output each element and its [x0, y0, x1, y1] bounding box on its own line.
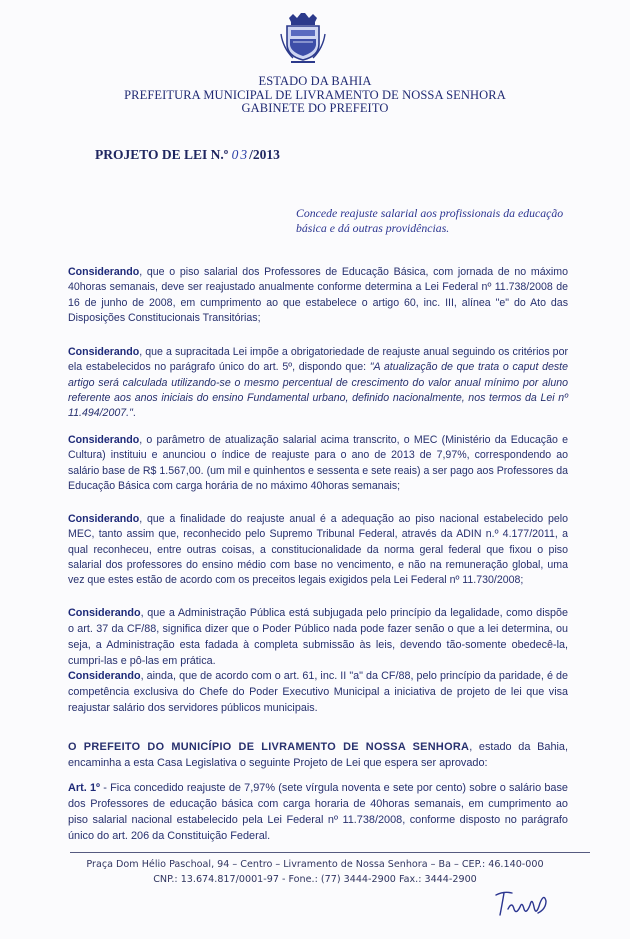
- municipal-crest-icon: [279, 12, 327, 66]
- paragraph-text: , que a finalidade do reajuste anual é a adequação ao piso nacional estabelecido pelo MEC, tanto assim que, reconhecido pelo Supremo Tribunal Federal, através da ADIN n.º 4.177/2011, a qual reconheceu, entre outras coisas, a constitucionalidade da norma geral federal que fixou o piso salarial dos professores do ensino médio com base no vencimento, e não na remuneração global, uma vez que estes estão de acordo com os preceitos legais exigidos pela Lei Federal nº 11.730/2008;: [68, 513, 568, 587]
- bill-year: /2013: [249, 147, 280, 162]
- paragraph-text: , que a supracitada Lei impõe a obrigatoriedade de reajuste anual seguindo os critérios por ela estabelecidos no parágrafo único do art. 5º, dispondo que:: [68, 346, 568, 374]
- paragraph-text: - Fica concedido reajuste de 7,97% (sete vírgula noventa e sete por cento) sobre o salário base dos Professores de educação básica com carga horaria de 40horas semanais, em cumprimento ao piso salarial nacional estabelecido pela Lei Federal nº 11.738/2008, conforme disposto no parágrafo único do art. 206 da Constituição Federal.: [68, 782, 568, 842]
- paragraph-lead: Considerando: [68, 434, 140, 446]
- footer-contacts: CNP.: 13.674.817/0001-97 - Fone.: (77) 3444-2900 Fax.: 3444-2900: [153, 874, 477, 885]
- header-state: ESTADO DA BAHIA: [258, 74, 372, 88]
- paragraph-lead: Considerando: [68, 513, 140, 525]
- paragraph-text: , que o piso salarial dos Professores de Educação Básica, com jornada de no máximo 40horas semanais, deve ser reajustado anualmente conforme determina a Lei Federal nº 11.738/2008 de 16 de junho de 2008, em cumprimento ao que estabelece o artigo 60, inc. III, alínea "e" do Ato das Disposições Constitucionais Transitórias;: [68, 266, 568, 324]
- quoted-law-text: "A atualização de que trata o caput deste artigo será calculada utilizando-se o mesmo percentual de crescimento do valor anual mínimo por aluno referente aos anos iniciais do ensino Fundamental urbano, definido nacionalmente, nos termos da Lei nº 11.494/2007.": [68, 361, 568, 420]
- paragraph-article-1: [68, 780, 568, 844]
- paragraph-lead: Considerando: [68, 607, 141, 619]
- paragraph-considerando-5: [68, 605, 568, 669]
- paragraph-lead: Art. 1º: [68, 782, 101, 794]
- paragraph-text: , que a Administração Pública está subjugada pelo princípio da legalidade, como dispõe o art. 37 da CF/88, significa dizer que o Poder Público nada pode fazer senão o que a lei determina, ou seja, a Administração esta fadada à completa submissão às leis, devendo tão-somente obedecê-la, cumpri-las e pô-las em prática.: [68, 607, 568, 667]
- paragraph-text: , o parâmetro de atualização salarial acima transcrito, o MEC (Ministério da Educação e Cultura) instituiu e anunciou o índice de reajuste para o ano de 2013 de 7,97%, correspondendo ao salário base de R$ 1.567,00. (um mil e quinhentos e sessenta e sete reais) a ser pago aos Professores da Educação Básica com carga horária de no máximo 40horas semanais;: [68, 434, 568, 492]
- bill-number: 03: [231, 147, 250, 162]
- paragraph-end: .: [132, 407, 136, 420]
- paragraph-considerando-6: [68, 668, 568, 716]
- paragraph-considerando-4: [68, 512, 568, 588]
- header-office: GABINETE DO PREFEITO: [241, 101, 389, 115]
- paragraph-lead: Considerando: [68, 346, 140, 358]
- paragraph-considerando-1: [68, 265, 568, 326]
- paragraph-lead: Considerando: [68, 266, 140, 278]
- paragraph-text: , ainda, que de acordo com o art. 61, inc. II "a" da CF/88, pelo princípio da paridade, é de competência exclusiva do Chefe do Poder Executivo Municipal a iniciativa de projeto de lei que visa reajustar salário dos servidores públicos municipais.: [68, 670, 568, 714]
- footer-divider: [70, 852, 590, 853]
- bill-prefix: PROJETO DE LEI N.º: [95, 147, 229, 162]
- handwritten-initials-icon: [492, 887, 552, 921]
- bill-summary: Concede reajuste salarial aos profissionais da educação básica e dá outras providências.: [296, 206, 564, 235]
- paragraph-considerando-3: [68, 433, 568, 494]
- paragraph-considerando-2: [68, 345, 568, 421]
- paragraph-lead: O PREFEITO DO MUNICÍPIO DE LIVRAMENTO DE NOSSA SENHORA: [68, 741, 470, 753]
- bill-title: [95, 147, 280, 163]
- paragraph-lead: Considerando: [68, 670, 141, 682]
- paragraph-mayor-preamble: [68, 739, 568, 771]
- paragraph-text: , estado da Bahia, encaminha a esta Casa Legislativa o seguinte Projeto de Lei que espera ser aprovado:: [68, 741, 569, 769]
- footer-address: Praça Dom Hélio Paschoal, 94 – Centro – Livramento de Nossa Senhora – Ba – CEP.: 46.140-000: [86, 859, 544, 870]
- header-municipality: PREFEITURA MUNICIPAL DE LIVRAMENTO DE NOSSA SENHORA: [124, 88, 506, 102]
